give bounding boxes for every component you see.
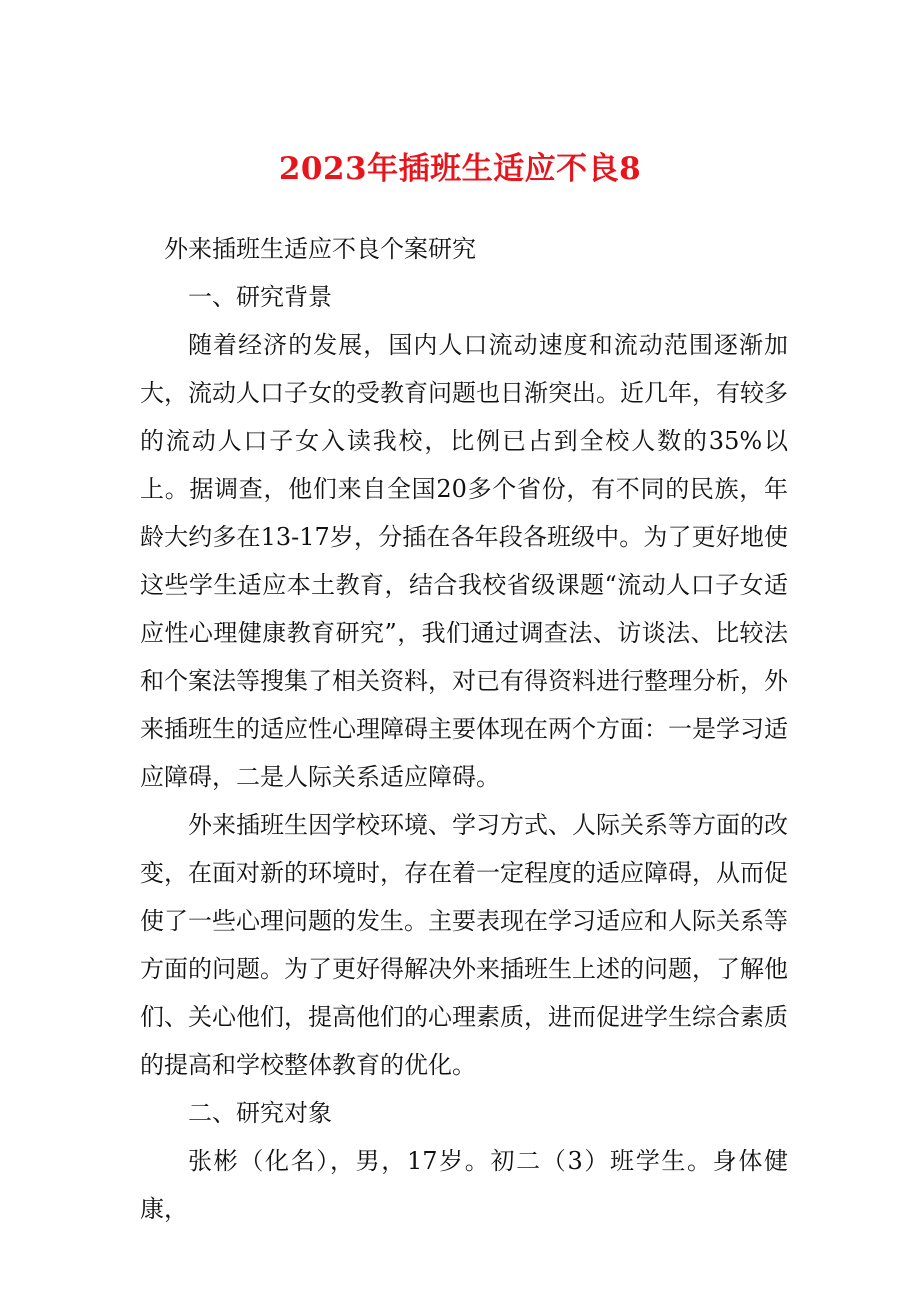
- background-paragraph-2: 外来插班生因学校环境、学习方式、人际关系等方面的改变，在面对新的环境时，存在着一定程度的适应障碍，从而促使了一些心理问题的发生。主要表现在学习适应和人际关系等方面的问题。为了更好得解决外来插班生上述的问题，了解他们、关心他们，提高他们的心理素质，进而促进学生综合素质的提高和学校整体教育的优化。: [140, 811, 788, 1079]
- subject-paragraph-1: 张彬（化名），男，17岁。初二（3）班学生。身体健康，: [140, 1147, 788, 1223]
- section-heading-subject: 二、研究对象: [188, 1099, 332, 1127]
- document-body: [140, 225, 788, 1233]
- document-subtitle: 外来插班生适应不良个案研究: [164, 235, 476, 263]
- section-heading-background: 一、研究背景: [188, 283, 332, 311]
- background-paragraph-1: 随着经济的发展，国内人口流动速度和流动范围逐渐加大，流动人口子女的受教育问题也日渐突出。近几年，有较多的流动人口子女入读我校，比例已占到全校人数的35%以上。据调查，他们来自全国20多个省份，有不同的民族，年龄大约多在13-17岁，分插在各年段各班级中。为了更好地使这些学生适应本土教育，结合我校省级课题“流动人口子女适应性心理健康教育研究”，我们通过调查法、访谈法、比较法和个案法等搜集了相关资料，对已有得资料进行整理分析，外来插班生的适应性心理障碍主要体现在两个方面：一是学习适应障碍，二是人际关系适应障碍。: [140, 331, 788, 791]
- document-title: 2023年插班生适应不良8: [278, 151, 642, 187]
